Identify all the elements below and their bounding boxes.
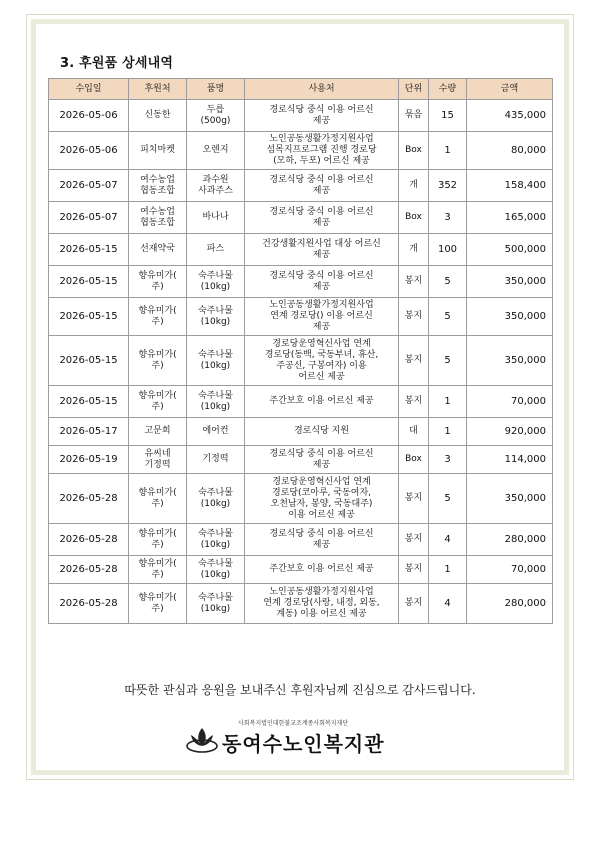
cell-donor: 유씨네 기정떡 — [129, 446, 187, 474]
cell-usage: 노인공동생활가정지원사업 섬목지프로그램 진행 경로당 (모하, 두포) 어르신 제공 — [245, 132, 399, 170]
column-header-item: 품명 — [187, 79, 245, 100]
cell-usage: 주간보호 이용 어르신 제공 — [245, 386, 399, 418]
cell-usage: 경로당운영혁신사업 연계 경로당(동백, 국동부녀, 휴산, 주공신, 구봉여자) 이용 어르신 제공 — [245, 336, 399, 386]
cell-qty: 15 — [429, 100, 467, 132]
cell-donor: 향유미가( 주) — [129, 556, 187, 584]
cell-usage: 건강생활지원사업 대상 어르신 제공 — [245, 234, 399, 266]
cell-qty: 5 — [429, 266, 467, 298]
cell-unit: 봉지 — [399, 298, 429, 336]
cell-amount: 80,000 — [467, 132, 553, 170]
cell-usage: 주간보호 이용 어르신 제공 — [245, 556, 399, 584]
cell-unit: 개 — [399, 170, 429, 202]
table-row — [49, 584, 553, 624]
table-row — [49, 202, 553, 234]
cell-usage: 경로당운영혁신사업 연계 경로당(코아루, 국동여자, 오천남자, 봉양, 국동대주) 이용 어르신 제공 — [245, 474, 399, 524]
org-subtitle: 사회복지법인대한불교조계종사회복지재단 — [238, 720, 349, 727]
cell-date: 2026-05-15 — [49, 336, 129, 386]
cell-donor: 선재약국 — [129, 234, 187, 266]
cell-donor: 피치마켓 — [129, 132, 187, 170]
cell-usage: 노인공동생활가정지원사업 연계 경로당(사랑, 내정, 외동, 계동) 이용 어르신 제공 — [245, 584, 399, 624]
cell-unit: 봉지 — [399, 474, 429, 524]
table-row — [49, 298, 553, 336]
cell-item: 숙주나물 (10kg) — [187, 556, 245, 584]
table-row — [49, 100, 553, 132]
cell-usage: 경로식당 중식 이용 어르신 제공 — [245, 170, 399, 202]
cell-date: 2026-05-28 — [49, 584, 129, 624]
cell-donor: 향유미가( 주) — [129, 386, 187, 418]
cell-item: 에어컨 — [187, 418, 245, 446]
cell-date: 2026-05-28 — [49, 524, 129, 556]
section-title: 3. 후원품 상세내역 — [60, 56, 174, 71]
cell-qty: 4 — [429, 524, 467, 556]
cell-item: 숙주나물 (10kg) — [187, 524, 245, 556]
cell-date: 2026-05-15 — [49, 298, 129, 336]
cell-date: 2026-05-06 — [49, 132, 129, 170]
cell-item: 숙주나물 (10kg) — [187, 336, 245, 386]
column-header-unit: 단위 — [399, 79, 429, 100]
org-logo — [182, 716, 422, 756]
cell-date: 2026-05-17 — [49, 418, 129, 446]
table-row — [49, 336, 553, 386]
cell-item: 두릅 (500g) — [187, 100, 245, 132]
cell-donor: 고문희 — [129, 418, 187, 446]
cell-item: 숙주나물 (10kg) — [187, 266, 245, 298]
donation-details-table — [48, 78, 553, 624]
cell-item: 숙주나물 (10kg) — [187, 298, 245, 336]
table-row — [49, 132, 553, 170]
cell-usage: 경로식당 중식 이용 어르신 제공 — [245, 202, 399, 234]
cell-item: 숙주나물 (10kg) — [187, 584, 245, 624]
cell-qty: 3 — [429, 446, 467, 474]
cell-qty: 5 — [429, 474, 467, 524]
table-row — [49, 556, 553, 584]
cell-amount: 70,000 — [467, 386, 553, 418]
cell-unit: 묶음 — [399, 100, 429, 132]
cell-item: 파스 — [187, 234, 245, 266]
cell-qty: 1 — [429, 132, 467, 170]
cell-date: 2026-05-07 — [49, 170, 129, 202]
cell-date: 2026-05-28 — [49, 474, 129, 524]
cell-donor: 향유미가( 주) — [129, 474, 187, 524]
column-header-usage: 사용처 — [245, 79, 399, 100]
cell-item: 숙주나물 (10kg) — [187, 474, 245, 524]
cell-usage: 노인공동생활가정지원사업 연계 경로당() 이용 어르신 제공 — [245, 298, 399, 336]
column-header-qty: 수량 — [429, 79, 467, 100]
thanks-message: 따뜻한 관심과 응원을 보내주신 후원자님께 진심으로 감사드립니다. — [124, 683, 476, 697]
cell-donor: 여수농업 협동조합 — [129, 202, 187, 234]
cell-usage: 경로식당 중식 이용 어르신 제공 — [245, 100, 399, 132]
cell-date: 2026-05-15 — [49, 234, 129, 266]
table-row — [49, 266, 553, 298]
cell-unit: 봉지 — [399, 336, 429, 386]
cell-unit: 봉지 — [399, 584, 429, 624]
cell-amount: 350,000 — [467, 336, 553, 386]
table-row — [49, 474, 553, 524]
cell-amount: 350,000 — [467, 474, 553, 524]
cell-amount: 350,000 — [467, 298, 553, 336]
cell-unit: 봉지 — [399, 386, 429, 418]
column-header-date: 수입일 — [49, 79, 129, 100]
cell-qty: 3 — [429, 202, 467, 234]
cell-donor: 향유미가( 주) — [129, 336, 187, 386]
table-body — [49, 100, 553, 624]
cell-date: 2026-05-15 — [49, 386, 129, 418]
cell-usage: 경로식당 지원 — [245, 418, 399, 446]
cell-item: 기정떡 — [187, 446, 245, 474]
cell-unit: 봉지 — [399, 524, 429, 556]
cell-donor: 향유미가( 주) — [129, 524, 187, 556]
cell-amount: 500,000 — [467, 234, 553, 266]
table-row — [49, 234, 553, 266]
org-name: 동여수노인복지관 — [222, 732, 385, 756]
cell-date: 2026-05-07 — [49, 202, 129, 234]
cell-qty: 1 — [429, 386, 467, 418]
cell-unit: Box — [399, 446, 429, 474]
cell-unit: 봉지 — [399, 266, 429, 298]
cell-date: 2026-05-28 — [49, 556, 129, 584]
table-row — [49, 386, 553, 418]
cell-date: 2026-05-19 — [49, 446, 129, 474]
cell-qty: 1 — [429, 556, 467, 584]
cell-item: 과수원 사과주스 — [187, 170, 245, 202]
cell-donor: 신동한 — [129, 100, 187, 132]
cell-item: 숙주나물 (10kg) — [187, 386, 245, 418]
cell-amount: 158,400 — [467, 170, 553, 202]
cell-amount: 114,000 — [467, 446, 553, 474]
column-header-donor: 후원처 — [129, 79, 187, 100]
cell-qty: 5 — [429, 298, 467, 336]
cell-qty: 5 — [429, 336, 467, 386]
cell-usage: 경로식당 중식 이용 어르신 제공 — [245, 524, 399, 556]
cell-qty: 1 — [429, 418, 467, 446]
cell-amount: 920,000 — [467, 418, 553, 446]
cell-unit: Box — [399, 132, 429, 170]
cell-amount: 165,000 — [467, 202, 553, 234]
cell-unit: Box — [399, 202, 429, 234]
cell-amount: 435,000 — [467, 100, 553, 132]
cell-usage: 경로식당 중식 이용 어르신 제공 — [245, 446, 399, 474]
cell-unit: 대 — [399, 418, 429, 446]
cell-amount: 280,000 — [467, 524, 553, 556]
cell-unit: 봉지 — [399, 556, 429, 584]
cell-amount: 280,000 — [467, 584, 553, 624]
table-header-row — [49, 79, 553, 100]
lotus-logo-icon — [184, 724, 220, 754]
cell-date: 2026-05-15 — [49, 266, 129, 298]
cell-item: 바나나 — [187, 202, 245, 234]
cell-qty: 4 — [429, 584, 467, 624]
cell-usage: 경로식당 중식 이용 어르신 제공 — [245, 266, 399, 298]
cell-date: 2026-05-06 — [49, 100, 129, 132]
cell-amount: 350,000 — [467, 266, 553, 298]
cell-qty: 100 — [429, 234, 467, 266]
table-row — [49, 418, 553, 446]
cell-amount: 70,000 — [467, 556, 553, 584]
cell-item: 오렌지 — [187, 132, 245, 170]
table-row — [49, 170, 553, 202]
cell-donor: 향유미가( 주) — [129, 298, 187, 336]
cell-qty: 352 — [429, 170, 467, 202]
cell-donor: 향유미가( 주) — [129, 266, 187, 298]
table-row — [49, 524, 553, 556]
cell-unit: 개 — [399, 234, 429, 266]
cell-donor: 향유미가( 주) — [129, 584, 187, 624]
column-header-amount: 금액 — [467, 79, 553, 100]
cell-donor: 여수농업 협동조합 — [129, 170, 187, 202]
table-row — [49, 446, 553, 474]
